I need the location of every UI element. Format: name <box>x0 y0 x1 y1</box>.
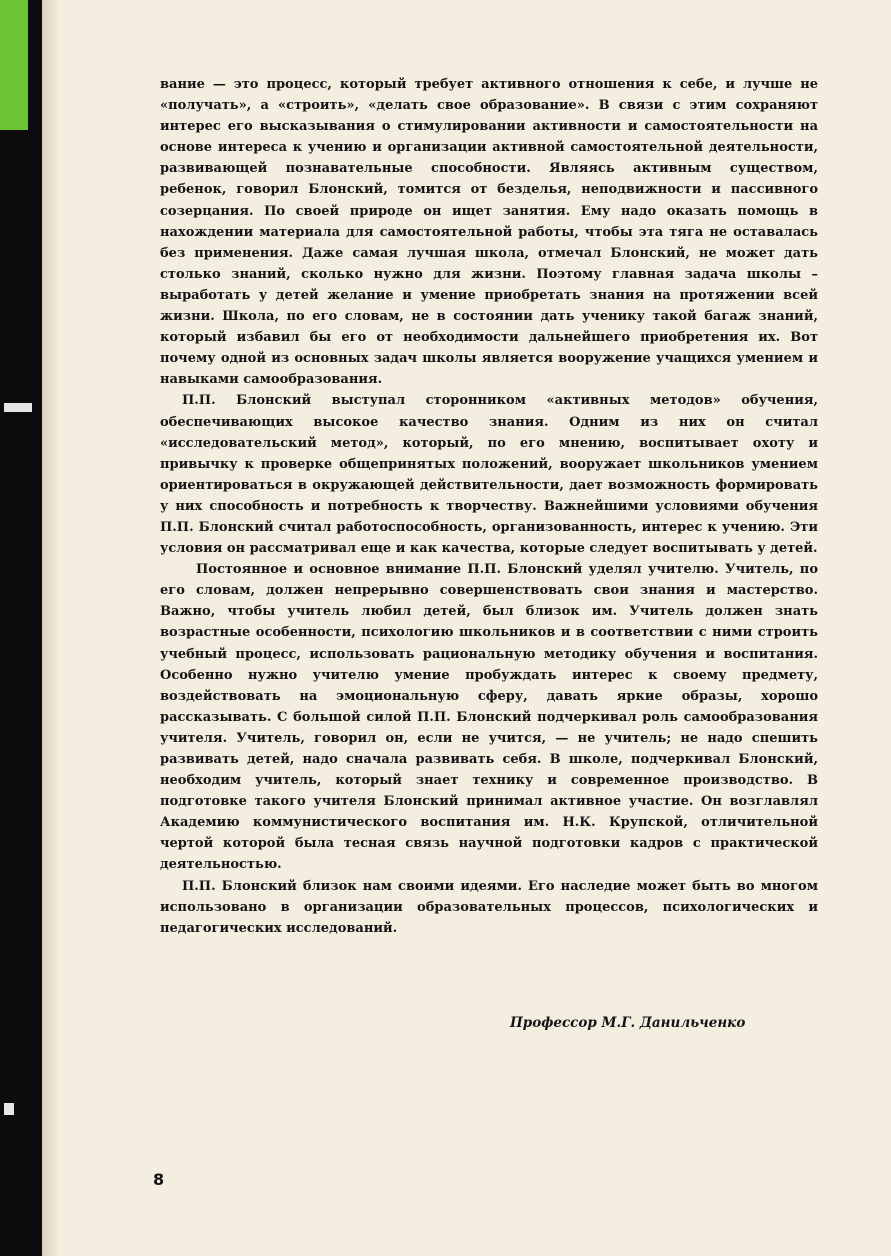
page-gutter-shade <box>42 0 60 1256</box>
strip-mark <box>4 403 32 412</box>
paragraph-3: Постоянное и основное внимание П.П. Блонский уделял учителю. Учитель, по его словам, должен непрерывно совершенствовать свои знания и мастерство. Важно, чтобы учитель любил детей, был близок им. Учитель должен знать возрастные особенности, психологию школьников и в соответствии с ними строить учебный процесс, использовать рациональную методику обучения и воспитания. Особенно нужно учителю умение пробуждать интерес к своему предмету, воздействовать на эмоциональную сферу, давать яркие образы, хорошо рассказывать. С большой силой П.П. Блонский подчеркивал роль самообразования учителя. Учитель, говорил он, если не учится, — не учитель; не надо спешить развивать детей, надо сначала развивать себя. В школе, подчеркивал Блонский, необходим учитель, который знает технику и современное производство. В подготовке такого учителя Блонский принимал активное участие. Он возглавлял Академию коммунистического воспитания им. Н.К. Крупской, отличительной чертой которой была тесная связь научной подготовки кадров с практической деятельностью. <box>160 562 818 873</box>
body-text <box>160 74 818 939</box>
page-number: 8 <box>153 1170 165 1189</box>
author-signature: Профессор М.Г. Данильченко <box>510 1015 746 1031</box>
strip-mark <box>4 1103 14 1115</box>
binding-strip <box>0 0 42 1256</box>
paragraph-2: П.П. Блонский выступал сторонником «активных методов» обучения, обеспечивающих высокое качество знания. Одним из них он считал «исследовательский метод», который, по его мнению, воспитывает охоту и привычку к проверке общепринятых положений, вооружает школьников умением ориентироваться в окружающей действительности, дает возможность формировать у них способность и потребность к творчеству. Важнейшими условиями обучения П.П. Блонский считал работоспособность, организованность, интерес к учению. Эти условия он рассматривал еще и как качества, которые следует воспитывать у детей. <box>160 393 818 557</box>
paragraph-1: вание — это процесс, который требует активного отношения к себе, и лучше не «получать», а «строить», «делать свое образование». В связи с этим сохраняют интерес его высказывания о стимулировании активности и самостоятельности на основе интереса к учению и организации активной самостоятельной деятельности, развивающей познавательные способности. Являясь активным существом, ребенок, говорил Блонский, томится от безделья, неподвижности и пассивного созерцания. По своей природе он ищет занятия. Ему надо оказать помощь в нахождении материала для самостоятельной работы, чтобы эта тяга не оставалась без применения. Даже самая лучшая школа, отмечал Блонский, не может дать столько знаний, сколько нужно для жизни. Поэтому главная задача школы – выработать у детей желание и умение приобретать знания на протяжении всей жизни. Школа, по его словам, не в состоянии дать ученику такой багаж знаний, который избавил бы его от необходимости дальнейшего приобретения их. Вот почему одной из основных задач школы является вооружение учащихся умением и навыками самообразования. <box>160 77 818 388</box>
paragraph-4: П.П. Блонский близок нам своими идеями. Его наследие может быть во многом использовано в организации образовательных процессов, психологических и педагогических исследований. <box>160 878 818 936</box>
green-tab-marker <box>0 0 28 130</box>
